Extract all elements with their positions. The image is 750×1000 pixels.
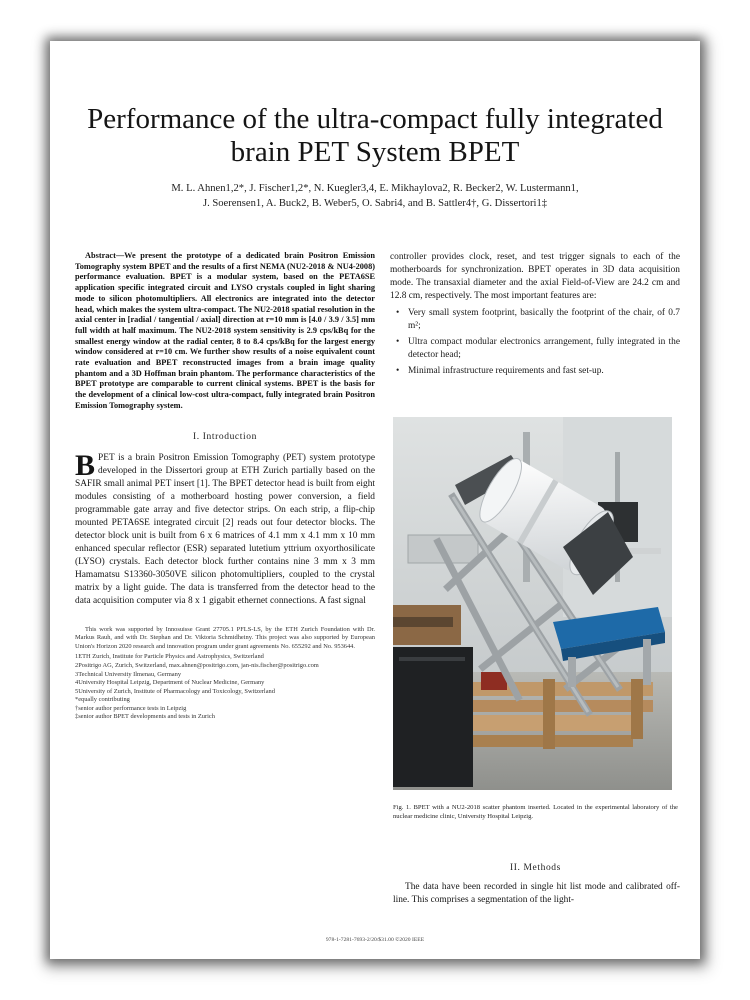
footnotes	[75, 626, 375, 723]
abstract: Abstract—We present the prototype of a dedicated brain Positron Emission Tomography system BPET and the results of a first NEMA (NU2-2018 & NU4-2008) performance evaluation. BPET is a modular system, based on the PETA6SE application specific integrated circuit and LYSO crystals coupled in light sharing mode to silicon photomultipliers. All electronics are integrated into the detector head, which makes the system ultra-compact. The NU2-2018 spatial resolution in the axial center in [radial / tangential / axial] direction at r=10 mm is [4.0 / 3.9 / 3.5] mm full width at half maximum. The NU2-2018 system sensitivity is 2.9 cps/kBq for the smallest energy window at the radial center, 8 to 8.4 cps/kBq for the largest energy window considered at r=10 cm. We further show results of a noise equivalent count rate evaluation and BPET reconstructed images from a brain image quality phantom and a 3D Hoffman brain phantom. The performance characteristics of the BPET prototype are comparable to current clinical systems. BPET is the basis for the development of a clinical low-cost ultra-compact, fully integrated brain Positron Emission Tomography system.	[75, 251, 375, 410]
authors-line-1: M. L. Ahnen1,2*, J. Fischer1,2*, N. Kuegler3,4, E. Mikhaylova2, R. Becker2, W. Lustermann1,	[171, 183, 579, 194]
drop-cap: B	[75, 448, 96, 482]
introduction-continued: controller provides clock, reset, and test trigger signals to each of the motherboards for synchronization. BPET operates in 3D data acquisition mode. The transaxial diameter and the axial Field-of-View are 24.2 cm and 12.8 cm, respectively. The most important features are:	[390, 252, 680, 301]
feature-item: • Ultra compact modular electronics arrangement, fully integrated in the detector head;	[396, 337, 680, 360]
authors-line-2: J. Soerensen1, A. Buck2, B. Weber5, O. Sabri4, and B. Sattler4†, G. Dissertori1‡	[202, 198, 548, 209]
footnote-affiliation: 5University of Zurich, Institute of Pharmacology and Toxicology, Switzerland	[75, 687, 275, 695]
introduction-heading: I. Introduction	[193, 431, 257, 442]
bullet-icon: •	[396, 308, 400, 318]
feature-list	[390, 307, 680, 378]
footnote-note: *equally contributing	[75, 696, 130, 704]
figure-caption: Fig. 1. BPET with a NU2-2018 scatter phantom inserted. Located in the experimental laboratory of the nuclear medicine clinic, University Hospital Leipzig.	[393, 804, 678, 820]
paper-page	[50, 41, 700, 959]
bpet-scanner-illustration	[393, 417, 672, 790]
footnote-note: †senior author performance tests in Leipzig	[75, 704, 187, 712]
page-footer: 978-1-7281-7693-2/20/$31.00 ©2020 IEEE	[325, 937, 425, 943]
footnote-note: ‡senior author BPET developments and tests in Zurich	[75, 713, 215, 721]
bullet-icon: •	[396, 337, 400, 347]
feature-item: • Minimal infrastructure requirements and fast set-up.	[396, 366, 604, 376]
methods-heading: II. Methods	[510, 863, 561, 873]
feature-item: • Very small system footprint, basically the footprint of the chair, of 0.7 m²;	[396, 308, 680, 331]
left-column	[75, 251, 375, 722]
footnote-affiliation: 4University Hospital Leipzig, Department of Nuclear Medicine, Germany	[75, 679, 265, 687]
right-column	[390, 251, 680, 381]
footnote-funding: This work was supported by Innosuisse Grant 27705.1 PFLS-LS, by the ETH Zurich Foundation with Dr. Markus Rauh, and with Dr. Stephan and Dr. Viktoria Schmidheiny. This project was also supported by European Union's Horizon 2020 research and innovation program under grant agreements No. 655292 and No. 953644.	[75, 625, 375, 650]
bullet-icon: •	[396, 366, 400, 376]
methods-text: The data have been recorded in single hit list mode and calibrated off-line. This comprises a segmentation of the light-	[393, 882, 680, 905]
introduction-text	[75, 448, 375, 608]
paper-title: Performance of the ultra-compact fully integrated brain PET System BPET	[87, 103, 663, 168]
bpet-photo	[393, 417, 672, 790]
footnote-affiliation: 1ETH Zurich, Institute for Particle Physics and Astrophysics, Switzerland	[75, 653, 264, 661]
author-list	[110, 181, 640, 211]
footnote-affiliation: 2Positrigo AG, Zurich, Switzerland, max.ahnen@positrigo.com, jan-nis.fischer@positrigo.com	[75, 661, 319, 669]
introduction-body: PET is a brain Positron Emission Tomography (PET) system prototype developed in the Dissertori group at ETH Zurich partially based on the SAFIR small animal PET insert [1]. The BPET detector head is built from eight modules consisting of a motherboard hosting power conversion, a field programmable gate array and five detector strips. On each strip, a flip-chip mounted PETA6SE integrated circuit [2] reads out four detector blocks. The detector block unit is built from 6 x 6 matrices of 4.1 mm x 4.1 mm x 10 mm enhanced specular reflector (ESR) separated lutetium yttrium oxyorthosilicate (LYSO) crystals. Each detector block further contains nine 3 mm x 3 mm Hamamatsu S13360-3050VE silicon photomultipliers, coupled to the crystal matrix by a light guide. The data is transferred from the detector head to the data acquisition computer via 8 x 1 gigabit ethernet connections. A fast signal	[75, 452, 375, 606]
footnote-affiliation: 3Technical University Ilmenau, Germany	[75, 670, 182, 678]
